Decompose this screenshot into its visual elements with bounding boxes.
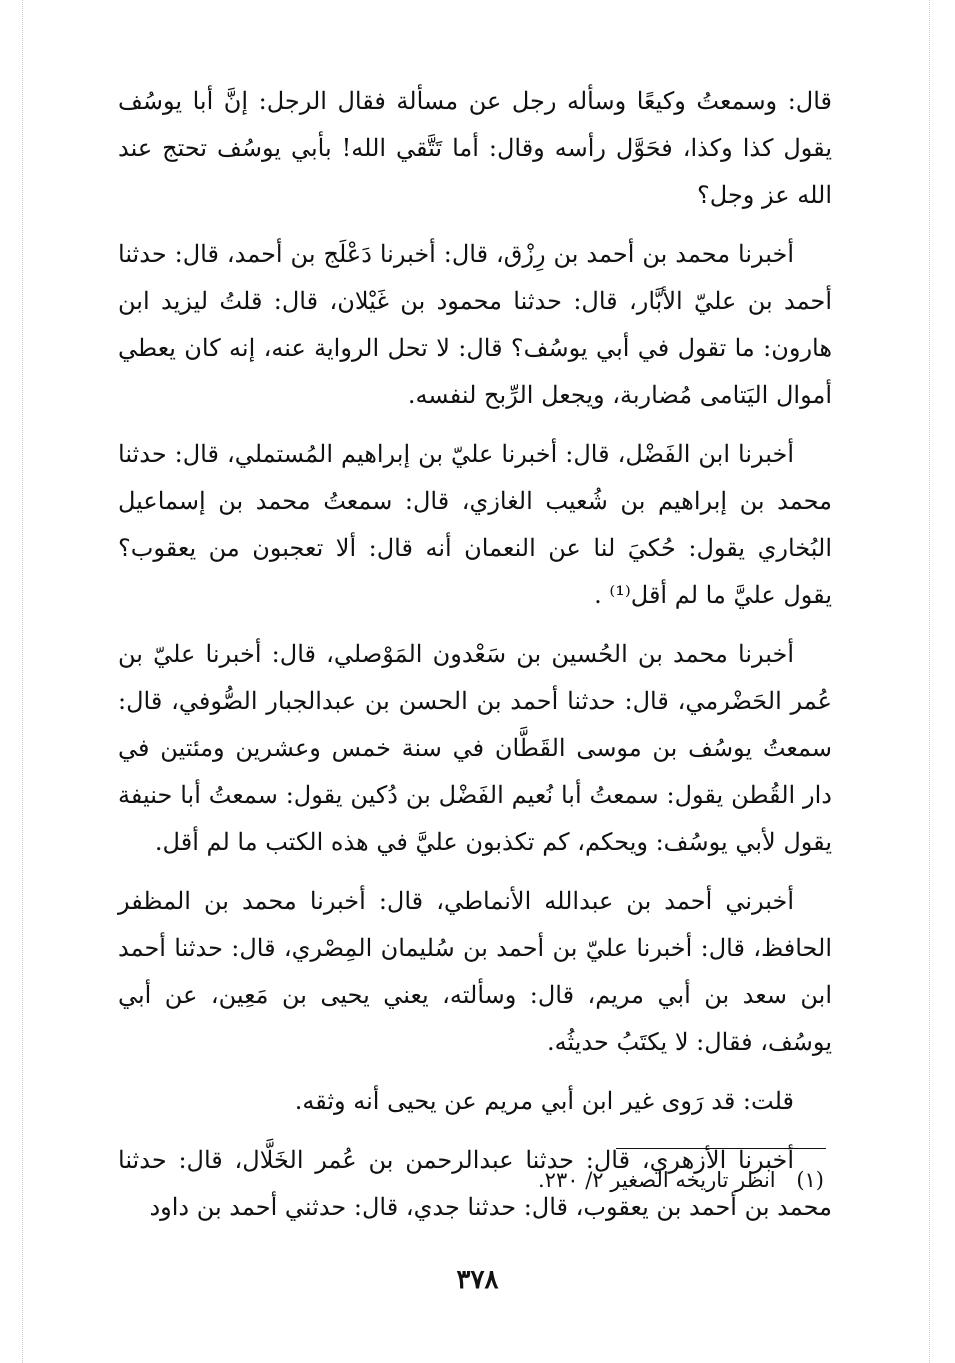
paragraph: أخبرنا ابن الفَضْل، قال: أخبرنا عليّ بن إبراهيم المُستملي، قال: حدثنا محمد بن إبراهيم بن شُعيب الغازي، قال: سمعتُ محمد بن إسماعيل البُخاري يقول: حُكيَ لنا عن النعمان أنه قال: ألا تعجبون من يعقوب؟ يقول عليَّ ما لم أقل⁽¹⁾ . bbox=[118, 440, 832, 609]
footnote-separator bbox=[616, 1148, 826, 1149]
main-text bbox=[118, 78, 832, 1243]
page-number: ٣٧٨ bbox=[456, 1265, 499, 1295]
footnote-text: انظر تاريخه الصغير ٢/ ٢٣٠. bbox=[537, 1168, 776, 1192]
paragraph: قال: وسمعتُ وكيعًا وسأله رجل عن مسألة فقال الرجل: إنَّ أبا يوسُف يقول كذا وكذا، فحَوَّل رأسه وقال: أما تَتَّقي الله! بأبي يوسُف تحتج عند الله عز وجل؟ bbox=[118, 87, 832, 209]
paragraph: أخبرنا محمد بن الحُسين بن سَعْدون المَوْصلي، قال: أخبرنا عليّ بن عُمر الحَضْرمي، قال: حدثنا أحمد بن الحسن بن عبدالجبار الصُّوفي، قال: سمعتُ يوسُف بن موسى القَطَّان في سنة خمس وعشرين ومئتين في دار القُطن يقول: سمعتُ أبا نُعيم الفَضْل بن دُكين يقول: سمعتُ أبا حنيفة يقول لأبي يوسُف: ويحكم، كم تكذبون عليَّ في هذه الكتب ما لم أقل. bbox=[118, 640, 832, 856]
footnote-number: (١) bbox=[796, 1168, 824, 1192]
paragraph: أخبرنا محمد بن أحمد بن رِزْق، قال: أخبرنا دَعْلَج بن أحمد، قال: حدثنا أحمد بن عليّ الأبَّار، قال: حدثنا محمود بن غَيْلان، قال: قلتُ ليزيد ابن هارون: ما تقول في أبي يوسُف؟ قال: لا تحل الرواية عنه، إنه كان يعطي أموال اليَتامى مُضاربة، ويجعل الرِّبح لنفسه. bbox=[118, 240, 832, 409]
scan-edge-line-right bbox=[929, 0, 930, 1363]
scan-edge-line-left bbox=[22, 0, 23, 1363]
paragraph: قلت: قد رَوى غير ابن أبي مريم عن يحيى أنه وثقه. bbox=[294, 1087, 794, 1115]
paragraph: أخبرني أحمد بن عبدالله الأنماطي، قال: أخبرنا محمد بن المظفر الحافظ، قال: أخبرنا عليّ بن أحمد بن سُليمان المِصْري، قال: حدثنا أحمد ابن سعد بن أبي مريم، قال: وسألته، يعني يحيى بن مَعِين، عن أبي يوسُف، فقال: لا يكتَبُ حديثُه. bbox=[118, 887, 832, 1056]
paragraph: أخبرنا الأزهري، قال: حدثنا عبدالرحمن بن عُمر الخَلَّال، قال: حدثنا محمد بن أحمد بن يعقوب، قال: حدثنا جدي، قال: حدثني أحمد بن داود bbox=[118, 1146, 832, 1221]
footnote bbox=[300, 1160, 824, 1200]
